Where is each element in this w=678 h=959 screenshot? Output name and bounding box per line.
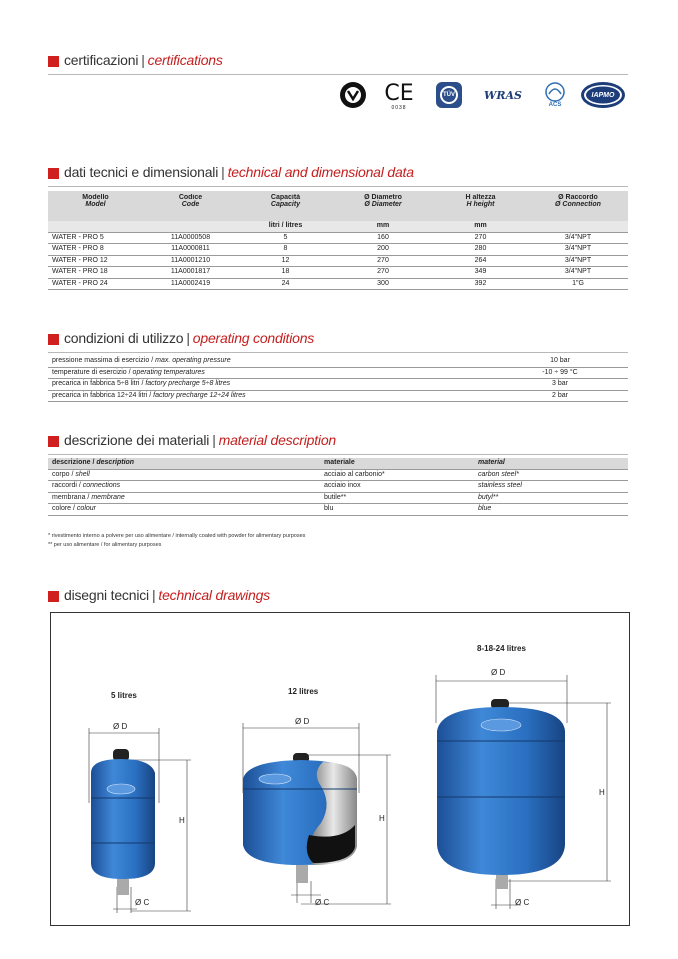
table-row: raccordi / connections acciaio inox stainless steel — [48, 481, 628, 493]
table-row: temperature di esercizio / operating temperatures -10 ÷ 99 °C — [48, 368, 628, 380]
section-technical-data: dati tecnici e dimensionali | technical and dimensional data — [48, 164, 628, 187]
table-header: Modello Model Codice Code Capacità Capacity Ø Diametro Ø Diameter H altezza H height Ø Raccordo Ø Connection — [48, 191, 628, 221]
bsi-kitemark-icon — [338, 80, 368, 110]
section-title-it: dati tecnici e dimensionali — [64, 164, 219, 180]
table-cell: 12 — [281, 256, 290, 264]
label-small-tank: 5 litres — [111, 691, 137, 700]
wras-icon: WRAS — [484, 88, 522, 102]
table-cell: 3/4"NPT — [564, 245, 592, 252]
table-cell: 1"G — [572, 279, 584, 287]
dim-h-large: H — [599, 788, 605, 797]
table-cell: 270 — [377, 256, 389, 264]
condition-value: 2 bar — [552, 391, 568, 399]
table-cell: 8 — [283, 245, 288, 252]
tank-drawings — [51, 613, 629, 925]
label-large-tank: 8-18-24 litres — [477, 644, 526, 653]
table-cell: 11A0001817 — [170, 268, 211, 275]
table-cell: 18 — [281, 268, 290, 275]
dim-h-medium: H — [379, 814, 385, 823]
table-cell: WATER - PRO 18 — [52, 268, 108, 275]
label-medium-tank: 12 litres — [288, 687, 319, 696]
dim-d-large: Ø D — [491, 668, 506, 677]
section-title-it: disegni tecnici — [64, 587, 149, 603]
table-row — [48, 244, 628, 256]
table-cell: 349 — [474, 268, 487, 275]
table-cell: 5 — [283, 233, 288, 241]
table-row — [48, 233, 628, 245]
table-cell: 3/4"NPT — [564, 268, 592, 275]
table-cell: 160 — [377, 233, 389, 241]
acs-icon: ACS — [540, 80, 570, 110]
section-title-en: technical and dimensional data — [227, 164, 414, 180]
dim-c-small: Ø C — [135, 898, 150, 907]
technical-drawings-panel — [50, 612, 630, 926]
section-certifications: certificazioni | certifications — [48, 52, 628, 75]
section-title-it: descrizione dei materiali — [64, 432, 210, 448]
footnote-1: * rivestimento interno a polvere per uso alimentare / internally coated with powder for alimentary purposes — [48, 533, 306, 539]
table-cell: 300 — [377, 279, 389, 287]
table-row: pressione massima di esercizio / max. operating pressure 10 bar — [48, 356, 628, 368]
dim-h-small: H — [179, 816, 185, 825]
dim-d-small: Ø D — [113, 722, 128, 731]
operating-conditions-table — [48, 356, 628, 402]
table-row — [48, 256, 628, 268]
table-row: membrana / membrane butile** butyl** — [48, 493, 628, 505]
section-operating-conditions: condizioni di utilizzo | operating conditions — [48, 330, 628, 353]
table-cell: WATER - PRO 12 — [52, 256, 108, 264]
table-cell: 3/4"NPT — [564, 233, 592, 241]
condition-value: 3 bar — [552, 380, 568, 387]
section-title-en: operating conditions — [192, 330, 315, 346]
table-cell: 3/4"NPT — [564, 256, 592, 264]
section-title-en: certifications — [147, 52, 223, 68]
tuv-icon: TÜV — [434, 80, 464, 110]
small-tank-drawing — [91, 749, 155, 895]
section-title-en: technical drawings — [158, 587, 270, 603]
table-cell: 264 — [474, 256, 487, 264]
table-cell: 11A0001210 — [170, 256, 211, 264]
table-row: precarica in fabbrica 12÷24 litri / factory precharge 12÷24 litres 2 bar — [48, 391, 628, 403]
table-header: descrizione / description materiale material — [48, 458, 628, 470]
table-row — [48, 267, 628, 279]
table-row — [48, 279, 628, 291]
table-row: corpo / shell acciaio al carbonio* carbon steel* — [48, 470, 628, 482]
table-cell: 11A0002419 — [170, 279, 211, 287]
ce-mark-icon: CE 0038 — [384, 81, 414, 111]
section-marker — [48, 436, 59, 447]
section-marker — [48, 334, 59, 345]
table-cell: 24 — [281, 279, 290, 287]
table-cell: WATER - PRO 5 — [52, 233, 104, 241]
section-title-it: condizioni di utilizzo — [64, 330, 184, 346]
technical-data-table — [48, 191, 628, 290]
section-marker — [48, 591, 59, 602]
condition-value: 10 bar — [550, 357, 570, 364]
table-cell: 11A0000508 — [170, 233, 211, 241]
table-cell: 270 — [474, 233, 487, 241]
iapmo-icon: IAPMO — [580, 80, 626, 110]
table-cell: WATER - PRO 24 — [52, 279, 108, 287]
condition-value: -10 ÷ 99 °C — [542, 368, 578, 376]
certification-logos — [330, 80, 630, 114]
dim-d-medium: Ø D — [295, 717, 310, 726]
table-cell: 11A0000811 — [171, 245, 210, 252]
table-cell: WATER - PRO 8 — [52, 245, 104, 252]
section-materials: descrizione dei materiali | material description — [48, 432, 628, 455]
materials-table — [48, 458, 628, 516]
table-cell: 280 — [474, 245, 487, 252]
table-cell: 270 — [377, 268, 389, 275]
table-row: precarica in fabbrica 5÷8 litri / factory precharge 5÷8 litres 3 bar — [48, 379, 628, 391]
section-title-it: certificazioni — [64, 52, 139, 68]
large-tank-drawing — [437, 699, 565, 889]
footnote-2: ** per uso alimentare / for alimentary purposes — [48, 542, 162, 548]
table-row: colore / colour blu blue — [48, 504, 628, 516]
section-marker — [48, 168, 59, 179]
units-row: litri / litres mm mm — [48, 221, 628, 233]
section-technical-drawings: disegni tecnici | technical drawings — [48, 587, 628, 609]
table-cell: 200 — [377, 245, 389, 252]
dim-c-large: Ø C — [515, 898, 530, 907]
section-title-en: material description — [218, 432, 337, 448]
table-cell: 392 — [474, 279, 487, 287]
dim-c-medium: Ø C — [315, 898, 330, 907]
medium-tank-drawing — [243, 753, 357, 883]
section-marker — [48, 56, 59, 67]
